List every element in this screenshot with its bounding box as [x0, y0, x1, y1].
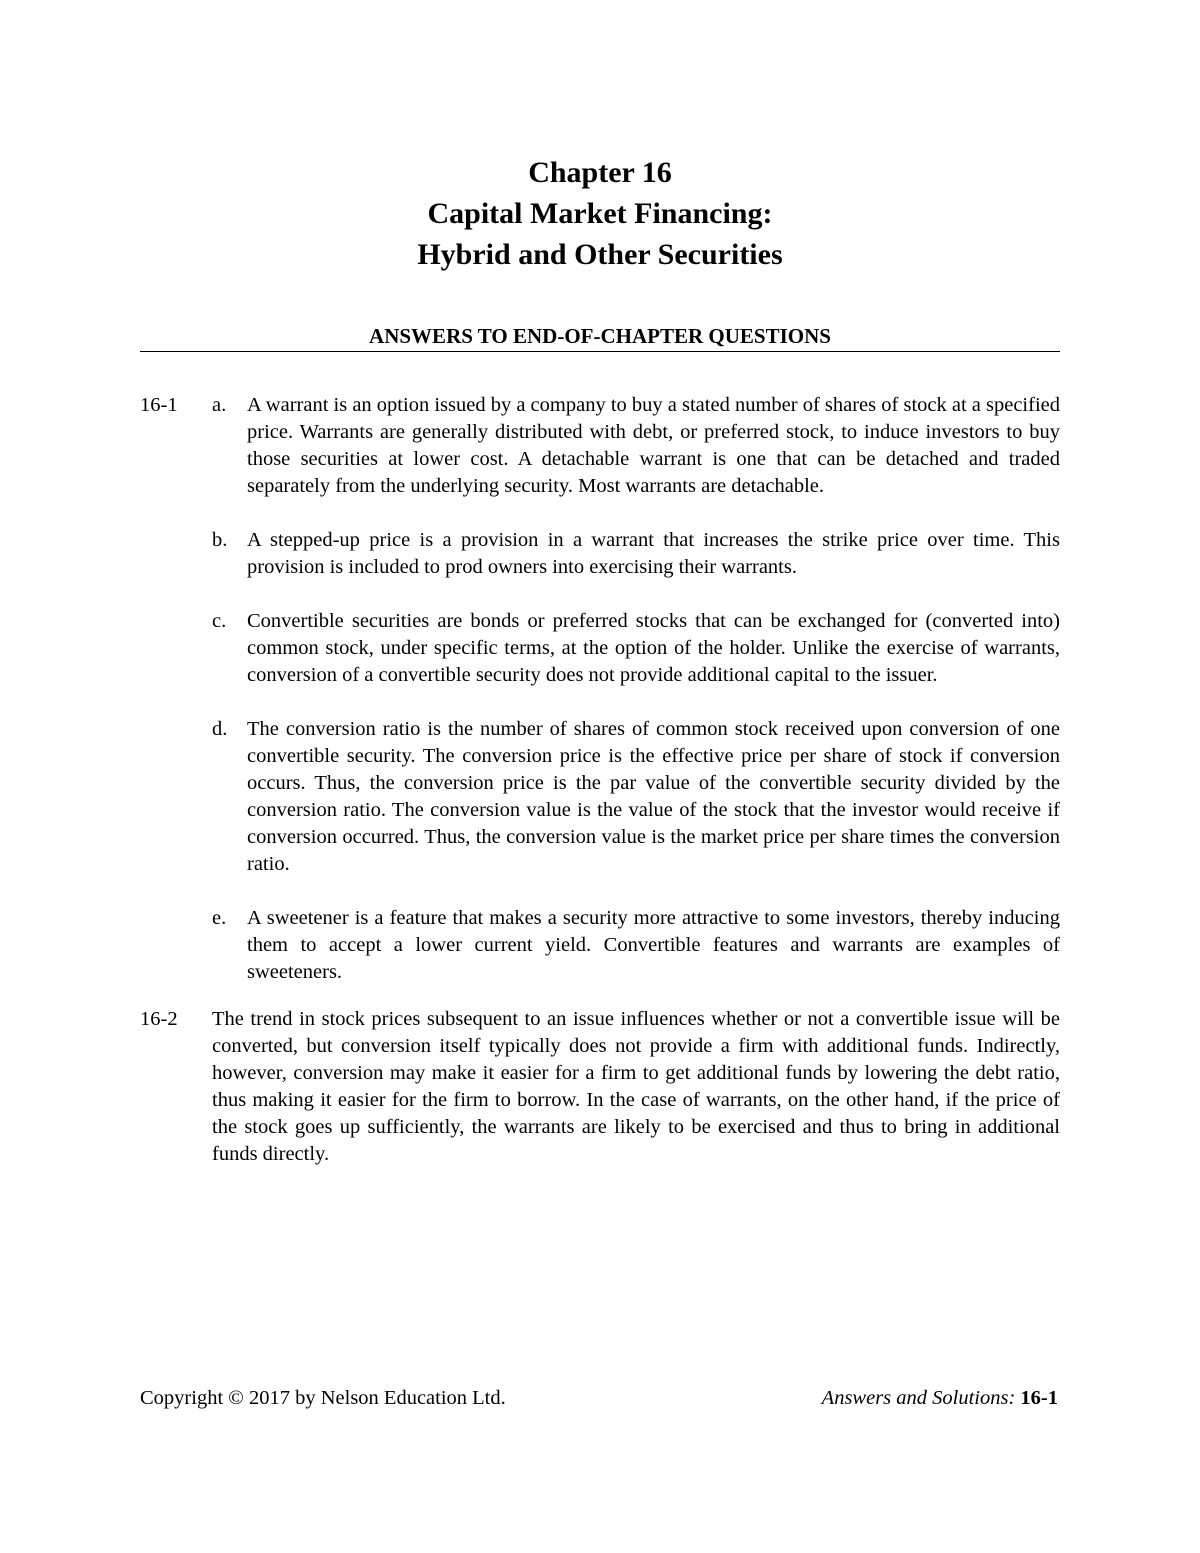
answer-text: Convertible securities are bonds or preferred stocks that can be exchanged for (converted into) common stock, under specific terms, at the option of the holder. Unlike the exercise of warrants, conversion of a convertible security does not provide additional capital to the issuer.	[247, 610, 1060, 686]
answer-part-d	[212, 716, 1060, 878]
answer-text: The trend in stock prices subsequent to an issue influences whether or not a convertible issue will be converted, but conversion itself typically does not provide a firm with additional funds. Indirectly, however, conversion may make it easier for a firm to get additional funds by lowering the debt ratio, thus making it easier for the firm to borrow. In the case of warrants, on the other hand, if the price of the stock goes up sufficiently, the warrants are likely to be exercised and thus to bring in additional funds directly.	[212, 1008, 1060, 1165]
question-number: 16-1	[140, 394, 178, 416]
part-letter: a.	[212, 394, 227, 416]
part-letter: b.	[212, 529, 228, 551]
copyright-notice: Copyright © 2017 by Nelson Education Ltd.	[140, 1387, 506, 1409]
answer-part-e	[212, 905, 1060, 986]
answer-text: A sweetener is a feature that makes a security more attractive to some investors, thereby inducing them to accept a lower current yield. Convertible features and warrants are examples of sweeteners.	[247, 907, 1060, 983]
part-letter: c.	[212, 610, 227, 632]
answers-content	[140, 392, 1060, 1168]
question-16-2	[140, 1006, 1060, 1168]
chapter-number: Chapter 16	[528, 156, 672, 189]
chapter-title-line-1: Capital Market Financing:	[427, 197, 773, 230]
answer-text: A warrant is an option issued by a company to buy a stated number of shares of stock at a specified price. Warrants are generally distributed with debt, or preferred stock, to induce investors to buy those securities at lower cost. A detachable warrant is one that can be detached and traded separately from the underlying security. Most warrants are detachable.	[247, 394, 1060, 497]
chapter-title	[0, 152, 1200, 275]
chapter-title-line-2: Hybrid and Other Securities	[417, 238, 783, 271]
question-number: 16-2	[140, 1008, 178, 1030]
answer-text: A stepped-up price is a provision in a warrant that increases the strike price over time. This provision is included to prod owners into exercising their warrants.	[247, 529, 1060, 578]
part-letter: e.	[212, 907, 227, 929]
section-heading: ANSWERS TO END-OF-CHAPTER QUESTIONS	[140, 322, 1060, 352]
page-number: 16-1	[1020, 1387, 1058, 1409]
answer-part-a	[212, 392, 1060, 500]
part-letter: d.	[212, 718, 228, 740]
page-label	[822, 1384, 1058, 1412]
footer-label: Answers and Solutions:	[821, 1387, 1016, 1409]
answer-part-c	[212, 608, 1060, 689]
question-16-1	[140, 392, 1060, 986]
answer-text: The conversion ratio is the number of shares of common stock received upon conversion of one convertible security. The conversion price is the effective price per share of stock if conversion occurs. Thus, the conversion price is the par value of the convertible security divided by the conversion ratio. The conversion value is the value of the stock that the investor would receive if conversion occurred. Thus, the conversion value is the market price per share times the conversion ratio.	[247, 718, 1060, 875]
answer-part-b	[212, 527, 1060, 581]
